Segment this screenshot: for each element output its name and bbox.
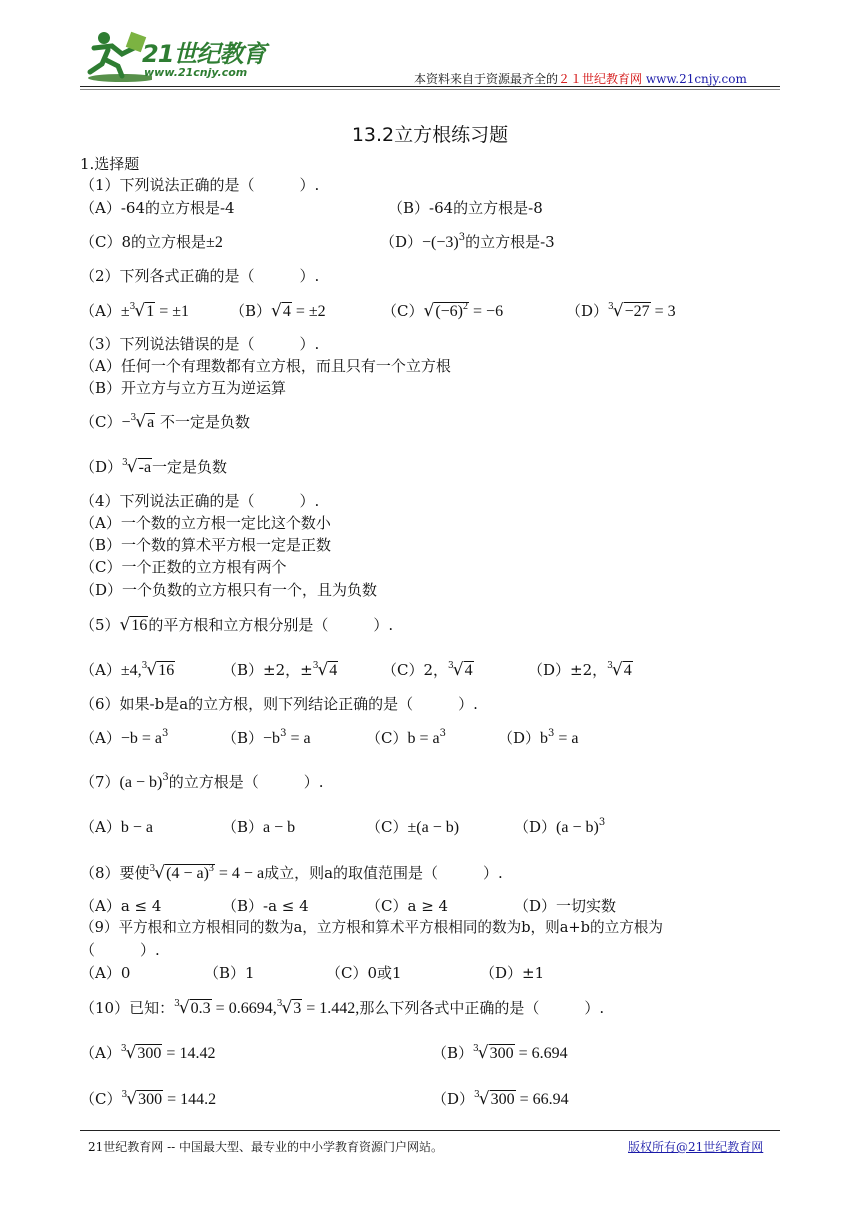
q9-option-b: （B）1 <box>204 964 255 982</box>
q5-option-a: （A）±4,$^3$√16 <box>80 660 175 680</box>
q10-option-d: $(D)^3√300 = 66.94$ <box>432 1089 569 1109</box>
site-logo[interactable] <box>82 28 282 84</box>
logo-url: www.21cnjy.com <box>144 66 248 79</box>
source-site-url[interactable]: www.21cnjy.com <box>645 72 747 86</box>
q6-option-d: $(D)b^3 = a$ <box>498 728 579 747</box>
q1-option-c: （C）8的立方根是±2 <box>80 233 223 251</box>
q2-option-b: （B）√4 = ±2 <box>230 301 326 321</box>
q8-option-d: （D）一切实数 <box>514 897 617 915</box>
q3-option-a: （A）任何一个有理数都有立方根，而且只有一个立方根 <box>80 357 451 375</box>
q7-option-a: （A）b − a <box>80 818 153 836</box>
logo-wordmark: 21世纪教育 <box>142 40 266 68</box>
q8-option-b: （B）-a ≤ 4 <box>222 897 309 915</box>
q6-option-a: $(A)-b = a^3$ <box>80 728 169 747</box>
q9-option-a: （A）0 <box>80 964 131 982</box>
q9-stem-line2: （ ）. <box>80 941 160 959</box>
source-notice <box>414 70 747 87</box>
q1-stem: （1）下列说法正确的是（ ）. <box>80 176 320 194</box>
source-site-name[interactable]: ２１世纪教育网 <box>558 72 643 86</box>
footer-description: 21世纪教育网 -- 中国最大型、最专业的中小学教育资源门户网站。 <box>88 1140 444 1154</box>
q4-option-b: （B）一个数的算术平方根一定是正数 <box>80 536 332 554</box>
q1-option-a: （A）-64的立方根是-4 <box>80 199 235 217</box>
q9-option-c: （C）0或1 <box>326 964 402 982</box>
q5-stem: （5）√16的平方根和立方根分别是（ ）. <box>80 615 394 635</box>
q3-stem: （3）下列说法错误的是（ ）. <box>80 335 320 353</box>
q4-option-d: （D）一个负数的立方根只有一个，且为负数 <box>80 581 378 599</box>
q2-option-a: （A）±$^3$√1 = ±1 <box>80 301 190 321</box>
q9-stem-line1: （9）平方根和立方根相同的数为a，立方根和算术平方根相同的数为b，则a+b的立方根为 <box>80 919 663 936</box>
q5-option-b: （B）±2，±$^3$√4 <box>222 660 338 680</box>
q7-stem: $(7)(a - b)^3$的立方根是（ ）. <box>80 772 324 791</box>
q3-option-d: $(D)^3√-a$一定是负数 <box>80 457 228 477</box>
q6-stem: （6）如果-b是a的立方根，则下列结论正确的是（ ）. <box>80 695 478 713</box>
q10-stem: （10）已知：$^3$√0.3 = 0.6694,$^3$√3 = 1.442,那么下列各式中正确的是（ ）. <box>80 998 605 1018</box>
header-rule-thin <box>80 89 780 90</box>
q7-option-d: $(D)(a - b)^3$ <box>514 817 606 836</box>
q5-option-c: （C）2，$^3$√4 <box>382 660 473 680</box>
q2-option-c: $(C)√(-6)^2 = -6$ <box>382 301 504 321</box>
footer-rule <box>80 1130 780 1131</box>
q4-stem: （4）下列说法正确的是（ ）. <box>80 492 320 510</box>
q8-option-a: （A）a ≤ 4 <box>80 897 162 915</box>
q10-option-c: $(C)^3√300 = 144.2$ <box>80 1089 217 1109</box>
q3-option-b: （B）开立方与立方互为逆运算 <box>80 379 287 397</box>
page-title: 13.2立方根练习题 <box>351 124 509 146</box>
q10-option-a: $(A)^3√300 = 14.42$ <box>80 1043 216 1063</box>
q6-option-b: $(B)-b^3 = a$ <box>222 728 311 747</box>
q1-option-b: （B）-64的立方根是-8 <box>388 199 543 217</box>
section-heading: 1.选择题 <box>80 155 140 173</box>
q3-option-c: （C）−$^3$√a 不一定是负数 <box>80 412 250 432</box>
q8-stem: （8）要使$^3√(4 - a)^3 = 4 - a$成立，则a的取值范围是（ ）. <box>80 863 503 883</box>
q4-option-c: （C）一个正数的立方根有两个 <box>80 558 287 576</box>
footer-copyright-link[interactable]: 版权所有@21世纪教育网 <box>628 1140 764 1154</box>
q4-option-a: （A）一个数的立方根一定比这个数小 <box>80 514 331 532</box>
q7-option-c: （C）±(a − b) <box>366 818 460 836</box>
q9-option-d: （D）±1 <box>480 964 545 982</box>
header-rule <box>80 86 780 87</box>
q5-option-d: （D）±2，$^3$√4 <box>528 660 632 680</box>
q7-option-b: （B）a − b <box>222 818 296 836</box>
q2-option-d: $(D)^3√-27 = 3$ <box>566 301 676 321</box>
source-prefix: 本资料来自于资源最齐全的 <box>414 72 559 86</box>
q6-option-c: $(C)b = a^3$ <box>366 728 446 747</box>
q10-option-b: $(B)^3√300 = 6.694$ <box>432 1043 568 1063</box>
q1-option-d: $(D)-(-3)^3$的立方根是-3 <box>380 232 555 251</box>
q2-stem: （2）下列各式正确的是（ ）. <box>80 267 320 285</box>
q8-option-c: （C）a ≥ 4 <box>366 897 449 915</box>
